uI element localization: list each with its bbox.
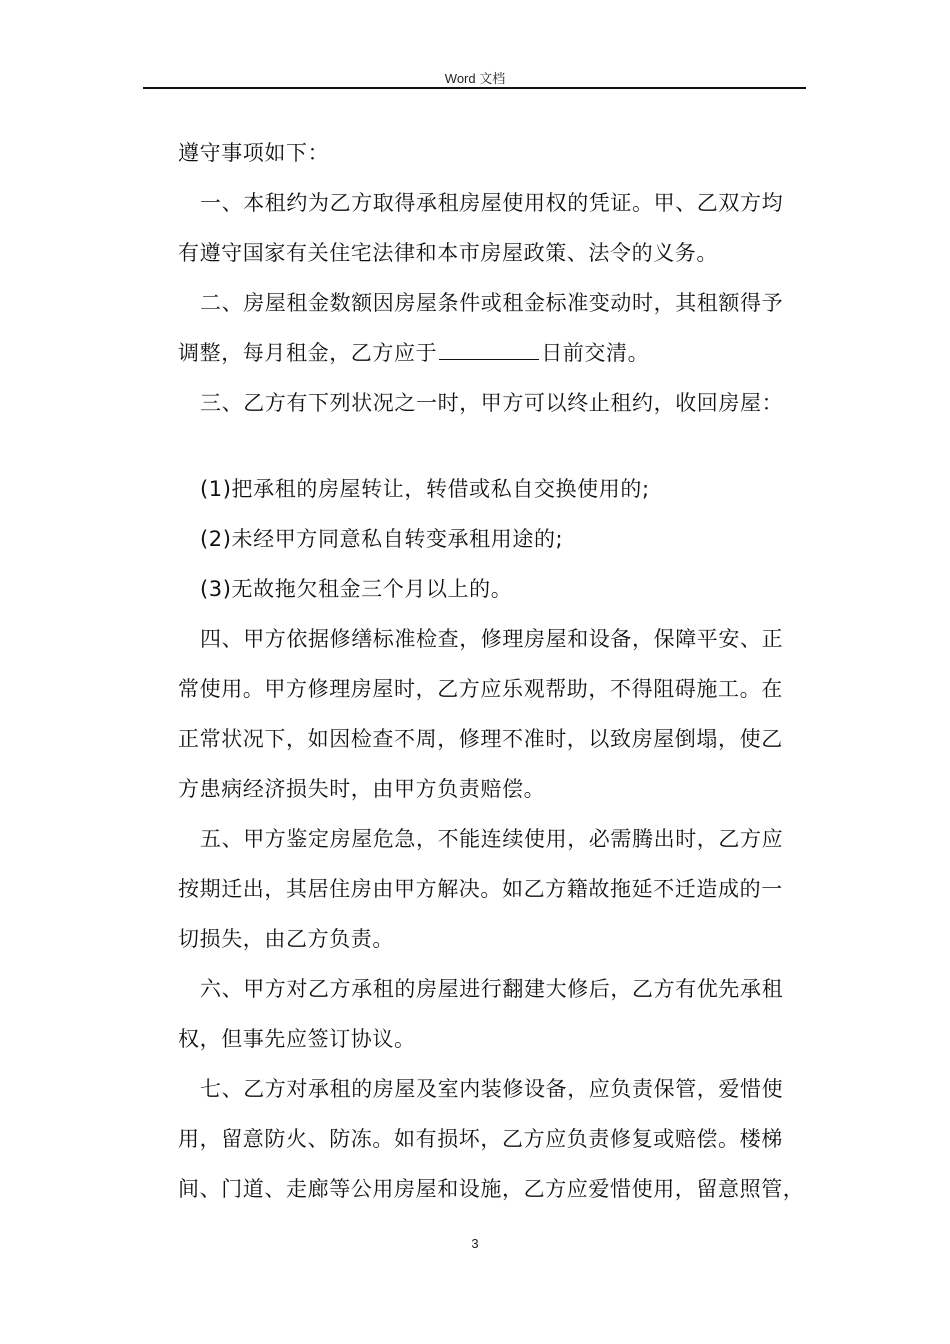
clause-5-line: 五、甲方鉴定房屋危急，不能连续使用，必需腾出时，乙方应 [200,827,784,851]
sub-item-2: (2)未经甲方同意私自转变承租用途的; [200,527,564,551]
text-line: 间、门道、走廊等公用房屋和设施，乙方应爱惜使用，留意照管， [178,1177,805,1201]
text-segment: 调整，每月租金，乙方应于 [178,341,438,365]
sub-item-1: (1)把承租的房屋转让，转借或私自交换使用的; [200,477,650,501]
text-line: 用，留意防火、防冻。如有损坏，乙方应负责修复或赔偿。楼梯 [178,1127,783,1151]
text-line: 按期迁出，其居住房由甲方解决。如乙方籍故拖延不迁造成的一 [178,877,783,901]
clause-4-line: 四、甲方依据修缮标准检查，修理房屋和设备，保障平安、正 [200,627,784,651]
text-line: 方患病经济损失时，由甲方负责赔偿。 [178,777,546,801]
clause-7-line: 七、乙方对承租的房屋及室内装修设备，应负责保管，爱惜使 [200,1077,784,1101]
page-number: 3 [471,1236,479,1251]
clause-3-line: 三、乙方有下列状况之一时，甲方可以终止租约，收回房屋： [200,391,784,415]
text-line: 切损失，由乙方负责。 [178,927,394,951]
paragraph-gap [178,428,808,464]
text-segment: 日前交清。 [541,341,650,365]
clause-1-line: 一、本租约为乙方取得承租房屋使用权的凭证。甲、乙双方均 [200,191,784,215]
text-line: 正常状况下，如因检查不周，修理不准时，以致房屋倒塌，使乙 [178,727,783,751]
text-line: 常使用。甲方修理房屋时，乙方应乐观帮助，不得阻碍施工。在 [178,677,783,701]
sub-item-3: (3)无故拖欠租金三个月以上的。 [200,577,513,601]
text-line: 权，但事先应签订协议。 [178,1027,416,1051]
document-header-title: Word 文档 [444,71,506,86]
header-divider [143,87,806,89]
text-line: 遵守事项如下： [178,141,330,165]
fill-in-blank [439,329,539,360]
clause-2-line: 二、房屋租金数额因房屋条件或租金标准变动时，其租额得予 [200,291,784,315]
text-line [178,328,808,378]
document-body [178,128,808,1214]
clause-6-line: 六、甲方对乙方承租的房屋进行翻建大修后，乙方有优先承租 [200,977,784,1001]
text-line: 有遵守国家有关住宅法律和本市房屋政策、法令的义务。 [178,241,718,265]
